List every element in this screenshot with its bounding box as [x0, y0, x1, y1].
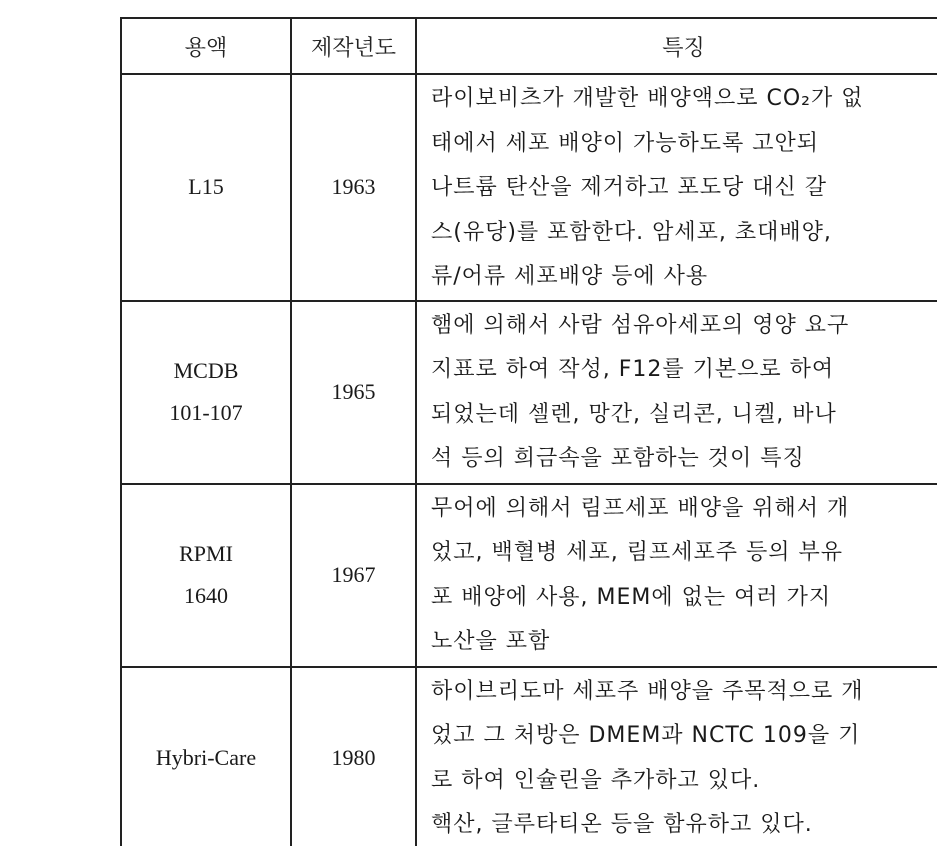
table-row [121, 484, 937, 667]
header-solution: 용액 [121, 18, 291, 74]
feature-line: 하이브리도마 세포주 배양을 주목적으로 개 [431, 678, 864, 704]
year-cell: 1963 [291, 74, 416, 301]
solution-name: L15 [188, 174, 224, 200]
feature-line: 무어에 의해서 림프세포 배양을 위해서 개 [431, 495, 850, 521]
feature-line: 석 등의 희금속을 포함하는 것이 특징 [431, 446, 805, 471]
feature-line: 류/어류 세포배양 등에 사용 [431, 264, 709, 289]
table-row [121, 301, 937, 484]
feature-line: 태에서 세포 배양이 가능하도록 고안되 [431, 130, 820, 156]
feature-line: 라이보비츠가 개발한 배양액으로 CO₂가 없 [431, 86, 864, 111]
header-features: 특징 [416, 18, 937, 74]
feature-cell [416, 74, 937, 301]
solution-name-cell [121, 484, 291, 667]
feature-line: 되었는데 셀렌, 망간, 실리콘, 니켈, 바나 [431, 401, 837, 427]
feature-line: 나트륨 탄산을 제거하고 포도당 대신 갈 [431, 175, 827, 200]
solution-name: MCDB [173, 358, 239, 383]
feature-line: 스(유당)를 포함한다. 암세포, 초대배양, [431, 219, 832, 245]
year-cell: 1967 [291, 484, 416, 667]
solution-name-cell [121, 301, 291, 484]
solution-name: RPMI [179, 541, 233, 566]
table-row [121, 74, 937, 301]
feature-line: 핵산, 글루타티온 등을 함유하고 있다. [431, 812, 813, 837]
year-cell: 1980 [291, 667, 416, 846]
solution-name: 101-107 [169, 400, 243, 425]
feature-line: 로 하여 인슐린을 추가하고 있다. [431, 767, 761, 793]
solution-name-cell [121, 74, 291, 301]
feature-line: 었고, 백혈병 세포, 림프세포주 등의 부유 [431, 540, 843, 565]
feature-cell [416, 301, 937, 484]
feature-line: 었고 그 처방은 DMEM과 NCTC 109을 기 [431, 723, 861, 748]
table-header-row [121, 18, 937, 74]
year-cell: 1965 [291, 301, 416, 484]
solution-name-cell [121, 667, 291, 846]
table-row [121, 667, 937, 846]
feature-line: 햄에 의해서 사람 섬유아세포의 영양 요구 [431, 312, 850, 338]
header-year: 제작년도 [291, 18, 416, 74]
feature-line: 지표로 하여 작성, F12를 기본으로 하여 [431, 357, 835, 382]
culture-media-table [120, 17, 937, 846]
solution-name: Hybri-Care [155, 744, 257, 770]
solution-name: 1640 [184, 583, 228, 608]
feature-line: 노산을 포함 [431, 629, 551, 654]
feature-cell [416, 667, 937, 846]
feature-cell [416, 484, 937, 667]
feature-line: 포 배양에 사용, MEM에 없는 여러 가지 [431, 584, 832, 610]
